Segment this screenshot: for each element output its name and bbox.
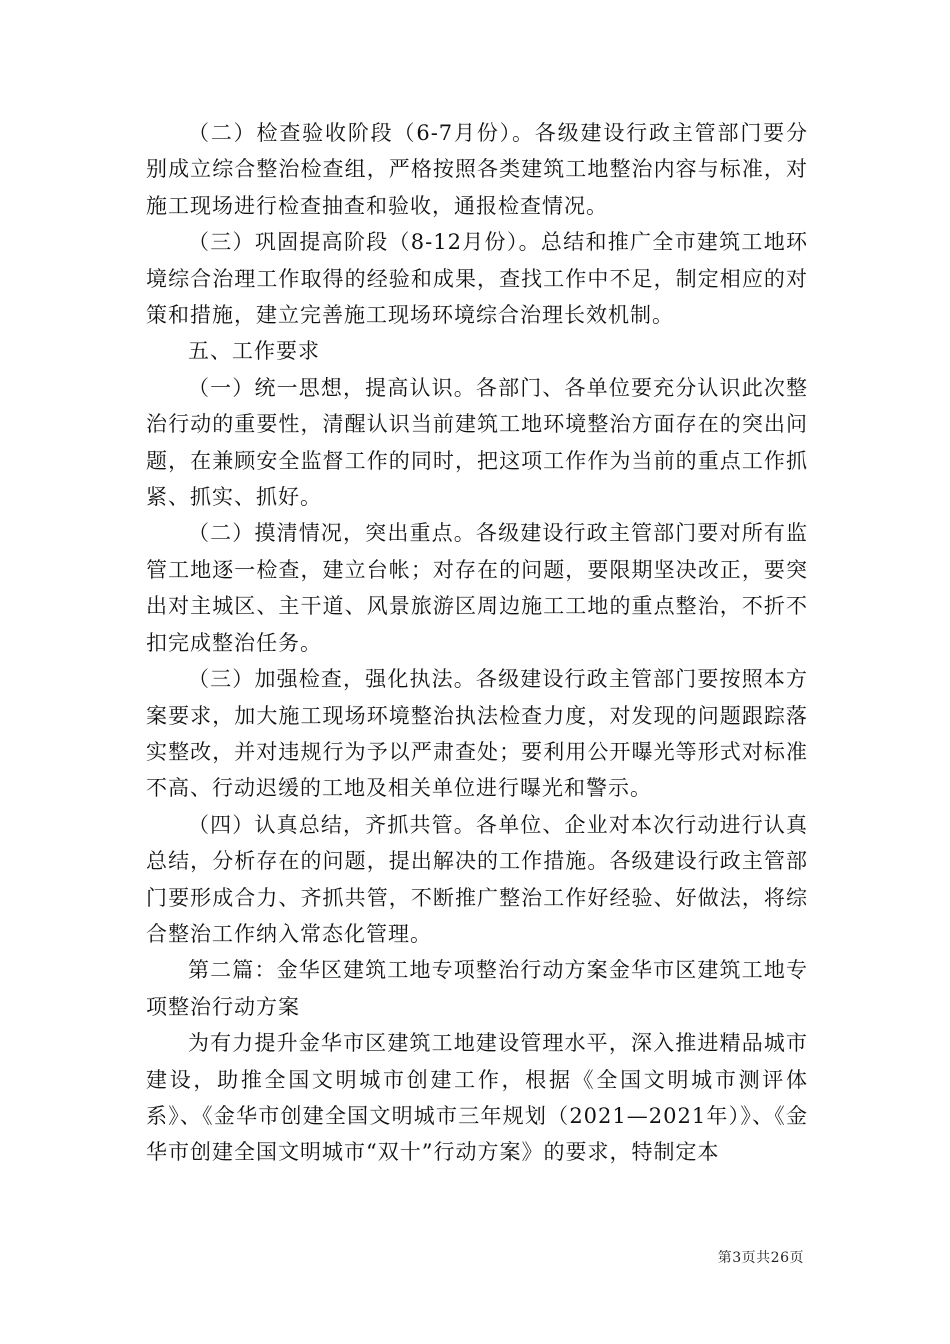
section-heading-work-requirements: 五、工作要求 xyxy=(188,339,320,364)
paragraph-unify-thinking: （一）统一思想，提高认识。各部门、各单位要充分认识此次整治行动的重要性，清醒认识当前建筑工地环境整治方面存在的突出问题，在兼顾安全监督工作的同时，把这项工作作为当前的重点工作抓紧、抓实、抓好。 xyxy=(146,375,808,510)
paragraph-consolidation-stage: （三）巩固提高阶段（8-12月份）。总结和推广全市建筑工地环境综合治理工作取得的经验和成果，查找工作中不足，制定相应的对策和措施，建立完善施工现场环境综合治理长效机制。 xyxy=(146,230,808,328)
paragraph-intro: 为有力提升金华市区建筑工地建设管理水平，深入推进精品城市建设，助推全国文明城市创建工作，根据《全国文明城市测评体系》、《金华市创建全国文明城市三年规划（2021—2021年）》、《金华市创建全国文明城市“双十”行动方案》的要求，特制定本 xyxy=(146,1031,808,1165)
paragraph-summarize: （四）认真总结，齐抓共管。各单位、企业对本次行动进行认真总结，分析存在的问题，提出解决的工作措施。各级建设行政主管部门要形成合力、齐抓共管，不断推广整治工作好经验、好做法，将综合整治工作纳入常态化管理。 xyxy=(146,812,808,946)
paragraph-clarify-situation: （二）摸清情况，突出重点。各级建设行政主管部门要对所有监管工地逐一检查，建立台帐；对存在的问题，要限期坚决改正，要突出对主城区、主干道、风景旅游区周边施工工地的重点整治，不折不扣完成整治任务。 xyxy=(146,521,808,655)
document-body xyxy=(146,115,808,1171)
paragraph-second-article-title: 第二篇：金华区建筑工地专项整治行动方案金华市区建筑工地专项整治行动方案 xyxy=(146,958,808,1019)
paragraph-strengthen-inspection: （三）加强检查，强化执法。各级建设行政主管部门要按照本方案要求，加大施工现场环境整治执法检查力度，对发现的问题跟踪落实整改，并对违规行为予以严肃查处；要利用公开曝光等形式对标准不高、行动迟缓的工地及相关单位进行曝光和警示。 xyxy=(146,667,808,801)
paragraph-inspection-stage: （二）检查验收阶段（6-7月份）。各级建设行政主管部门要分别成立综合整治检查组，严格按照各类建筑工地整治内容与标准，对施工现场进行检查抽查和验收，通报检查情况。 xyxy=(146,121,808,218)
page-number-footer: 第3页共26页 xyxy=(717,1250,804,1266)
